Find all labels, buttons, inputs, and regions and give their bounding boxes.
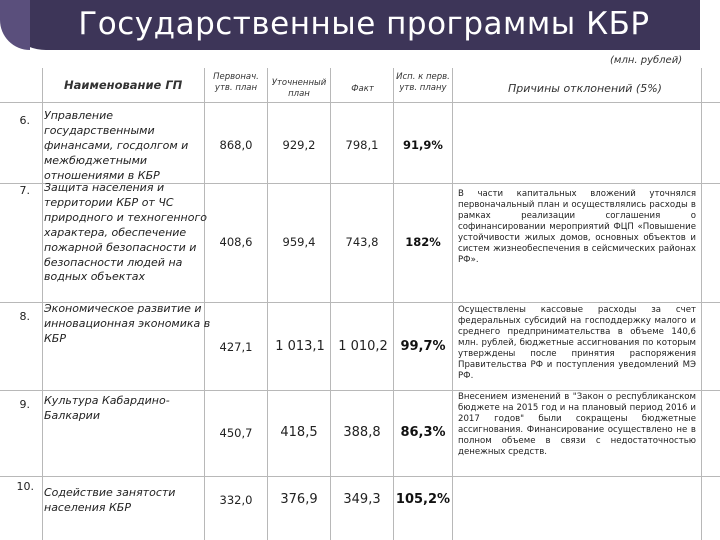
grid-line [0, 102, 720, 103]
unit-label: (млн. рублей) [610, 55, 683, 66]
row-percent: 91,9% [403, 138, 443, 152]
header-percent: Исп. к перв. утв. плану [396, 72, 450, 93]
row-revised-plan: 418,5 [280, 425, 318, 440]
row-reason: Осуществлены кассовые расходы за счет федеральных субсидий на господдержку малого и среднего предпринимательства в объеме 140,6 млн. рублей, бюджетные ассигнования по которым утверждены после принятия распоряжения Правительства РФ и поступления уведомлений МЭ РФ. [458, 305, 696, 381]
grid-line [452, 68, 453, 540]
page-title: Государственные программы КБР [78, 6, 650, 42]
row-revised-plan: 376,9 [280, 492, 318, 507]
row-program-name: Управление государственными финансами, госдолгом и межбюджетными отношениями в КБР [44, 109, 189, 182]
row-fact: 349,3 [343, 492, 381, 507]
header-name: Наименование ГП [64, 78, 183, 92]
row-reason: В части капитальных вложений уточнялся первоначальный план и осуществлялись расходы в рамках реализации соглашения о софинансировании мероприятий ФЦП «Повышение устойчивости жилых домов, основных объектов и систем жизнеобеспечения в сейсмических районах РФ». [458, 189, 696, 265]
header-reasons: Причины отклонений (5%) [508, 82, 662, 95]
row-program-name: Экономическое развитие и инновационная экономика в КБР [44, 302, 211, 345]
row-initial-plan: 868,0 [219, 138, 253, 152]
row-number: 7. [19, 184, 30, 197]
grid-line [0, 390, 720, 391]
row-number: 9. [19, 398, 30, 411]
row-fact: 743,8 [345, 235, 379, 249]
row-revised-plan: 959,4 [282, 235, 316, 249]
row-percent: 182% [405, 235, 441, 249]
row-percent: 105,2% [395, 492, 451, 507]
row-percent: 99,7% [400, 339, 446, 354]
grid-line [330, 68, 331, 540]
row-initial-plan: 427,1 [219, 340, 253, 354]
row-initial-plan: 408,6 [219, 235, 253, 249]
banner-accent [0, 0, 30, 50]
title-banner [0, 0, 700, 50]
row-initial-plan: 332,0 [219, 493, 253, 507]
row-fact: 1 010,2 [338, 339, 388, 354]
row-reason: Внесением изменений в "Закон о республиканском бюджете на 2015 год и на плановый период 2016 и 2017 годов" были сокращены бюджетные ассигнования. Финансирование осуществлено не в полном объеме в связи с недостаточностью денежных средств. [458, 392, 696, 457]
row-fact: 388,8 [343, 425, 381, 440]
grid-line [267, 68, 268, 540]
row-number: 6. [19, 114, 30, 127]
grid-line [701, 68, 702, 540]
row-revised-plan: 1 013,1 [275, 339, 325, 354]
grid-line [42, 68, 43, 540]
row-program-name: Содействие занятости населения КБР [44, 486, 176, 514]
row-percent: 86,3% [400, 425, 446, 440]
row-fact: 798,1 [345, 138, 379, 152]
header-initial-plan: Первонач. утв. план [213, 72, 259, 93]
row-revised-plan: 929,2 [282, 138, 316, 152]
grid-line [393, 68, 394, 540]
row-number: 8. [19, 310, 30, 323]
row-program-name: Защита населения и территории КБР от ЧС природного и техногенного характера, обеспечение пожарной безопасности и безопасности людей на водных объектах [44, 181, 207, 284]
row-initial-plan: 450,7 [219, 426, 253, 440]
row-program-name: Культура Кабардино-Балкарии [44, 394, 170, 422]
header-fact: Факт [351, 84, 374, 94]
row-number: 10. [16, 480, 34, 493]
grid-line [0, 476, 720, 477]
header-revised-plan: Уточненный план [271, 78, 327, 99]
